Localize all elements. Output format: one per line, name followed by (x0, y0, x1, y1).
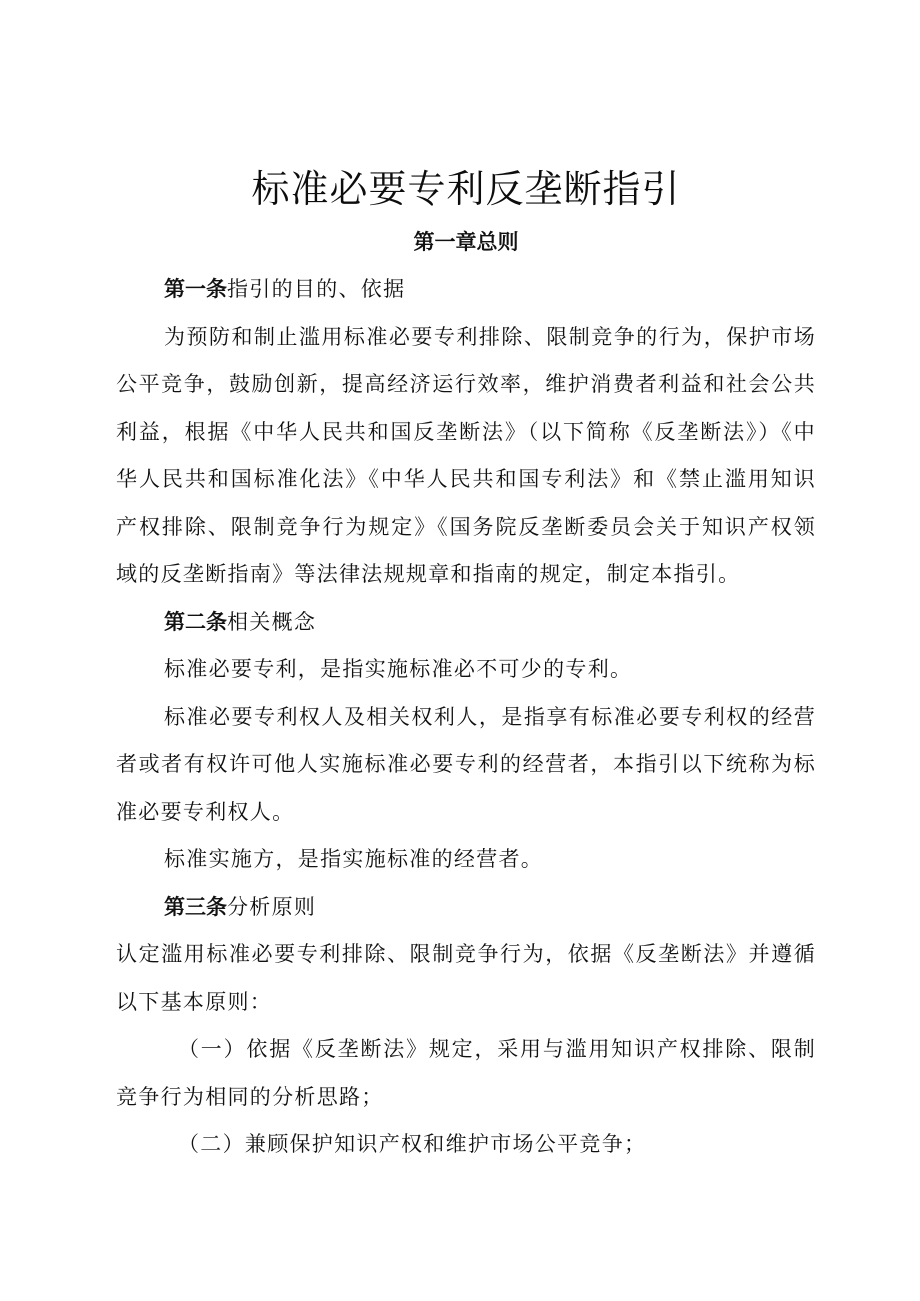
article-1-heading (116, 266, 816, 314)
article-2-paragraph-2: 标准必要专利权人及相关权利人，是指享有标准必要专利权的经营者或者有权许可他人实施标准必要专利的经营者，本指引以下统称为标准必要专利权人。 (116, 704, 816, 824)
article-2-paragraph-3: 标准实施方，是指实施标准的经营者。 (164, 847, 544, 871)
article-3-heading (116, 884, 816, 932)
article-1-body: 为预防和制止滥用标准必要专利排除、限制竞争的行为，保护市场公平竞争，鼓励创新，提高经济运行效率，维护消费者利益和社会公共利益，根据《中华人民共和国反垄断法》（以下简称《反垄断法》）《中华人民共和国标准化法》《中华人民共和国专利法》和《禁止滥用知识产权排除、限制竞争行为规定》《国务院反垄断委员会关于知识产权领域的反垄断指南》等法律法规规章和指南的规定，制定本指引。 (116, 324, 816, 586)
article-3-item-1: （一）依据《反垄断法》规定，采用与滥用知识产权排除、限制竞争行为相同的分析思路； (116, 1037, 816, 1109)
article-3-title: 分析原则 (227, 894, 317, 919)
article-1-label: 第一条 (164, 277, 227, 301)
article-2-heading (116, 599, 816, 647)
article-2-label: 第二条 (164, 609, 227, 634)
article-3-item-2: （二）兼顾保护知识产权和维护市场公平竞争； (178, 1132, 647, 1156)
article-2-paragraph-1: 标准必要专利，是指实施标准必不可少的专利。 (164, 657, 633, 681)
article-3-label: 第三条 (164, 894, 227, 919)
article-1-title: 指引的目的、依据 (227, 277, 406, 301)
article-3-intro: 认定滥用标准必要专利排除、限制竞争行为，依据《反垄断法》并遵循以下基本原则： (116, 942, 816, 1014)
chapter-heading: 第一章总则 (413, 230, 519, 254)
article-2-title: 相关概念 (227, 609, 317, 634)
document-title: 标准必要专利反垄断指引 (251, 167, 681, 211)
